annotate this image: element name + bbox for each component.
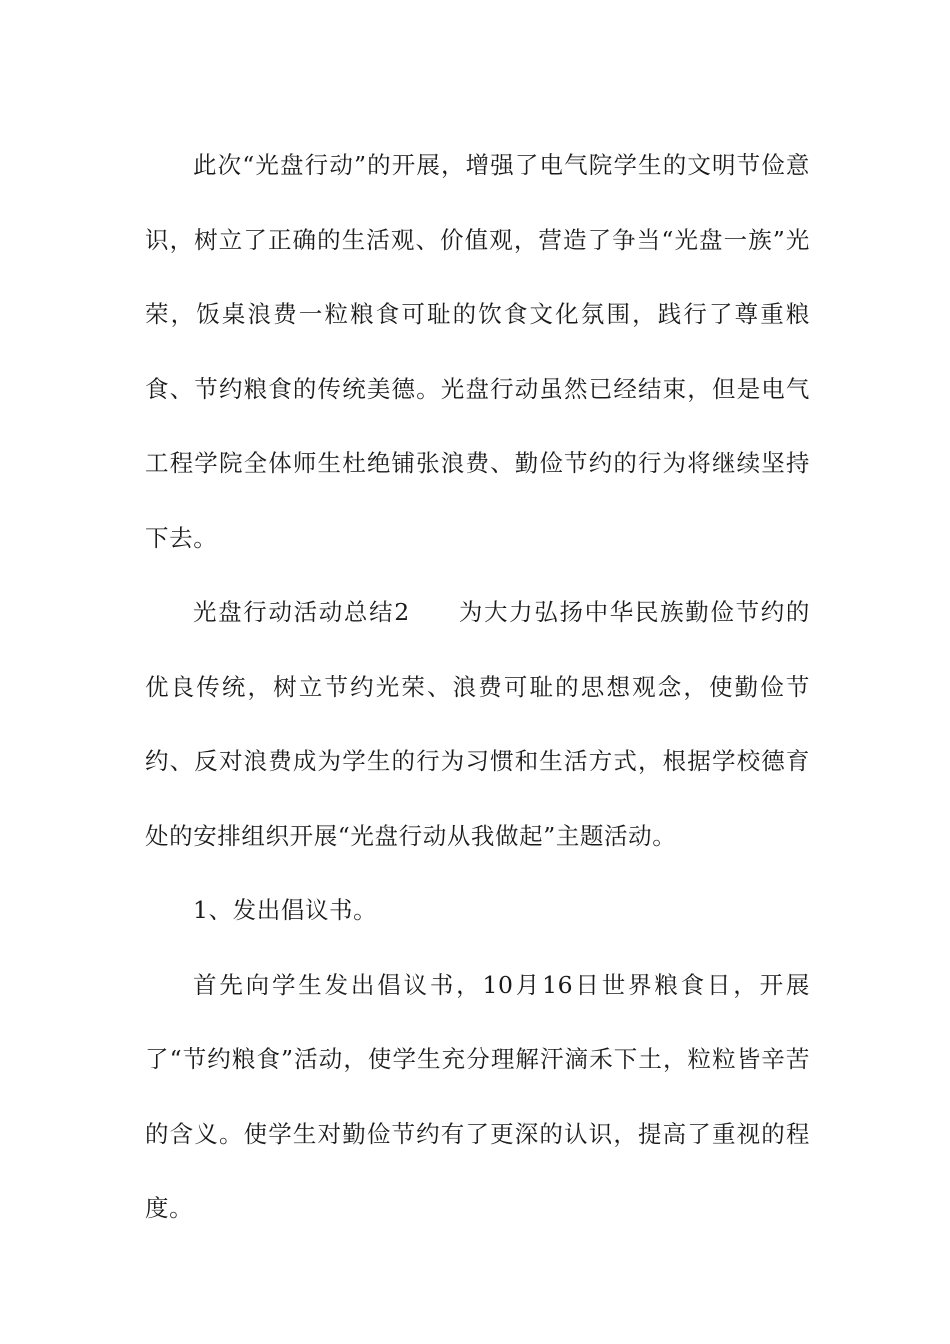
paragraph-proposal: 首先向学生发出倡议书，10月16日世界粮食日，开展了“节约粮食”活动，使学生充分理解汗滴禾下土，粒粒皆辛苦的含义。使学生对勤俭节约有了更深的认识，提高了重视的程度。: [145, 970, 810, 1222]
paragraph-summary-1: 此次“光盘行动”的开展，增强了电气院学生的文明节俭意识，树立了正确的生活观、价值观，营造了争当“光盘一族”光荣，饭桌浪费一粒粮食可耻的饮食文化氛围，践行了尊重粮食、节约粮食的传统美德。光盘行动虽然已经结束，但是电气工程学院全体师生杜绝铺张浪费、勤俭节约的行为将继续坚持下去。: [145, 151, 810, 552]
paragraph-summary-2-text: 为大力弘扬中华民族勤俭节约的优良传统，树立节约光荣、浪费可耻的思想观念，使勤俭节约、反对浪费成为学生的行为习惯和生活方式，根据学校德育处的安排组织开展“光盘行动从我做起”主题活动。: [145, 598, 810, 850]
paragraph-summary-2: [145, 575, 810, 873]
document-body: [145, 128, 810, 1246]
section-heading: 光盘行动活动总结2: [193, 598, 410, 626]
list-item-1: 1、发出倡议书。: [193, 896, 378, 924]
